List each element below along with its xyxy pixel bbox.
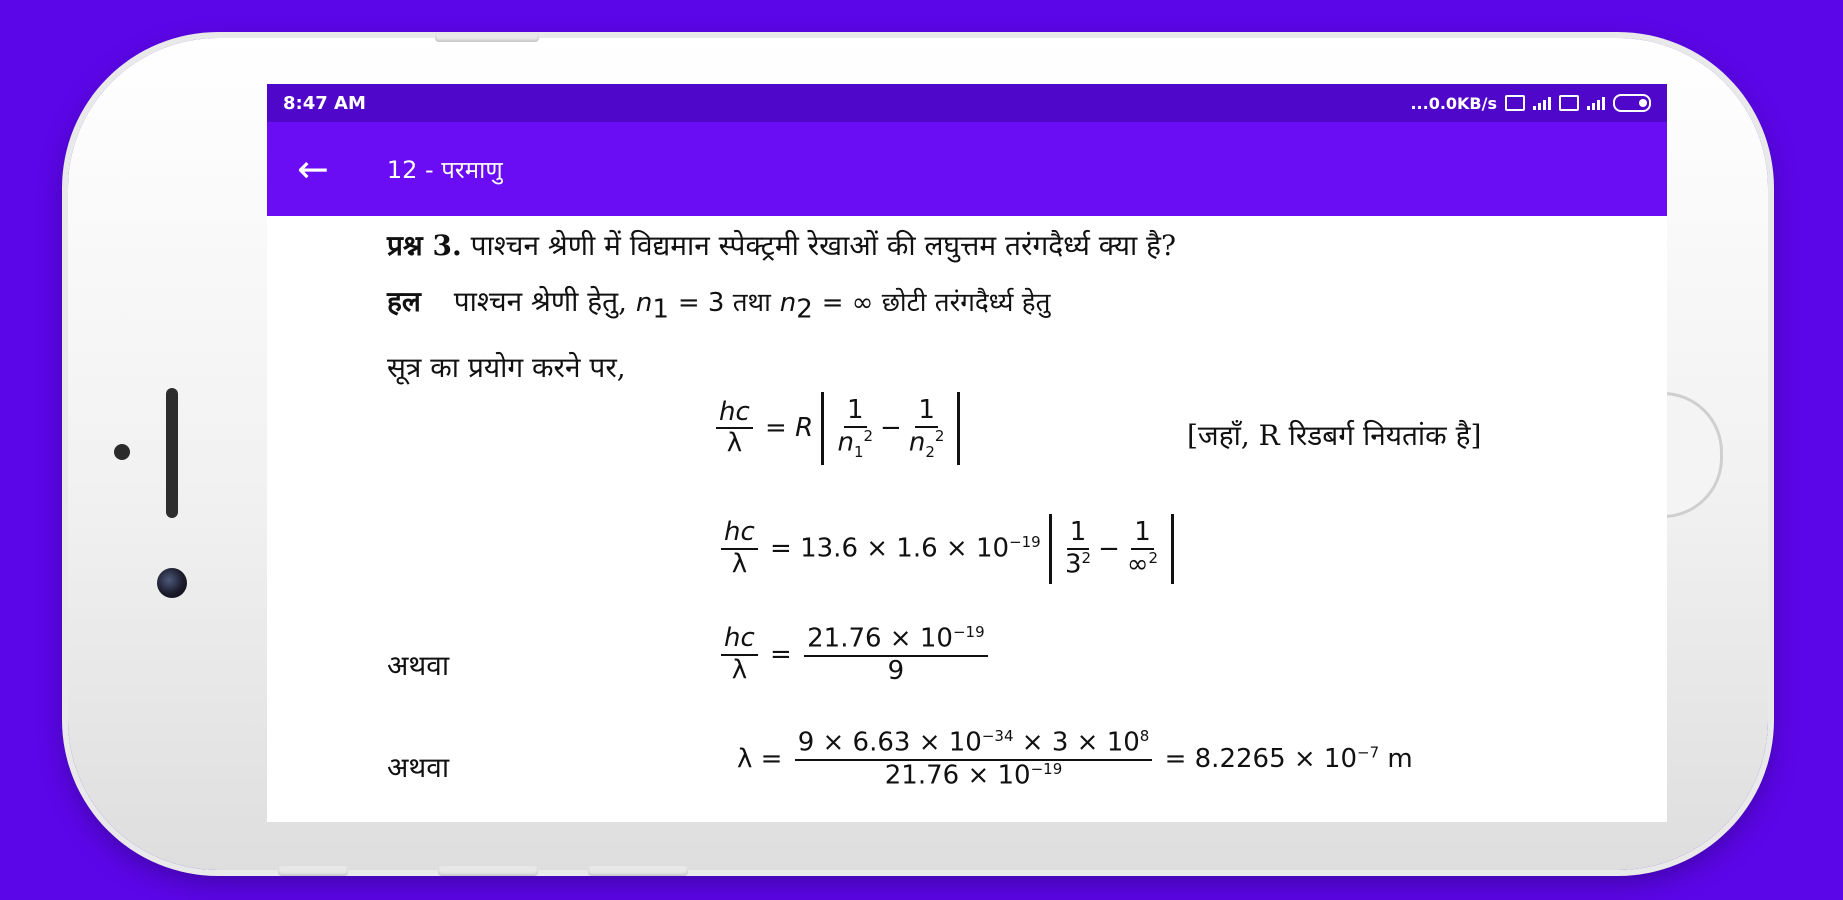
- n2-symbol: n: [779, 288, 797, 318]
- status-time: 8:47 AM: [283, 92, 366, 114]
- sim-icon: [1505, 95, 1525, 111]
- status-icons: [1410, 94, 1651, 113]
- bracket-expression: $\frac{1}{n_1^2}$ − $\frac{1}{n_2^2}$: [821, 392, 960, 465]
- sim2-icon: [1559, 95, 1579, 111]
- fraction-hc-lambda: $\frac{hc}{\lambda}$: [716, 398, 753, 460]
- or-label-1: अथवा: [387, 649, 450, 682]
- equation-rydberg: $\frac{hc}{\lambda}$ = R $\frac{1}{n_1^2}$ − $\frac{1}{n_2^2}$: [712, 392, 960, 465]
- bracket-expression-2: $\frac{1}{3^2}$ − $\frac{1}{\infty^2}$: [1049, 514, 1174, 584]
- signal2-icon: [1587, 96, 1605, 110]
- solution-text: पाश्चन श्रेणी हेतु,: [453, 285, 627, 318]
- status-bar: [267, 84, 1667, 122]
- question-label: प्रश्न 3.: [387, 229, 462, 262]
- question-content: [267, 216, 1667, 822]
- equation-result: λ = $\frac{9 \times 6.63 \times 10^{-34} \times 3 \times 10^8}{21.76 \times 10^{-19}}$ = $8.2265 \times 10^{-7}$ m: [737, 727, 1413, 791]
- solution-line: [387, 282, 1050, 325]
- speaker-grille: [166, 388, 178, 518]
- n1-symbol: n: [635, 288, 653, 318]
- signal-icon: [1533, 96, 1551, 110]
- solution-label: हल: [387, 285, 421, 318]
- formula-intro: सूत्र का प्रयोग करने पर,: [387, 351, 626, 384]
- volume-button-bottom-3: [588, 866, 688, 876]
- rydberg-note: [जहाँ, R रिडबर्ग नियतांक है]: [1187, 419, 1482, 452]
- n2-sub: 2: [796, 294, 813, 325]
- equation-substituted: $\frac{hc}{\lambda}$ = $13.6 \times 1.6 \times 10^{-19}$ $\frac{1}{3^2}$ − $\frac{1}{\infty^2}$: [717, 514, 1174, 584]
- page-title: 12 - परमाणु: [386, 155, 503, 184]
- n1-sub: 1: [652, 294, 669, 325]
- n1-value: = 3 तथा: [677, 288, 771, 318]
- phone-screen: [267, 84, 1667, 822]
- equation-simplified: $\frac{hc}{\lambda}$ = $\frac{21.76 \times 10^{-19}}{9}$: [717, 624, 992, 686]
- network-speed: ...0.0KB/s: [1410, 93, 1497, 113]
- volume-button-bottom-1: [278, 866, 348, 876]
- arrow-left-icon[interactable]: ←: [297, 147, 329, 191]
- battery-icon: [1613, 94, 1651, 112]
- app-bar: [267, 122, 1667, 216]
- volume-button-bottom-2: [438, 866, 538, 876]
- question-line: [387, 226, 1176, 264]
- question-text: पाश्चन श्रेणी में विद्यमान स्पेक्ट्रमी रेखाओं की लघुत्तम तरंगदैर्ध्य क्या है?: [470, 229, 1176, 262]
- proximity-sensor: [114, 444, 130, 460]
- n2-value: = ∞ छोटी तरंगदैर्ध्य हेतु: [821, 288, 1051, 318]
- volume-button-top: [435, 32, 539, 42]
- or-label-2: अथवा: [387, 751, 450, 784]
- front-camera: [157, 568, 187, 598]
